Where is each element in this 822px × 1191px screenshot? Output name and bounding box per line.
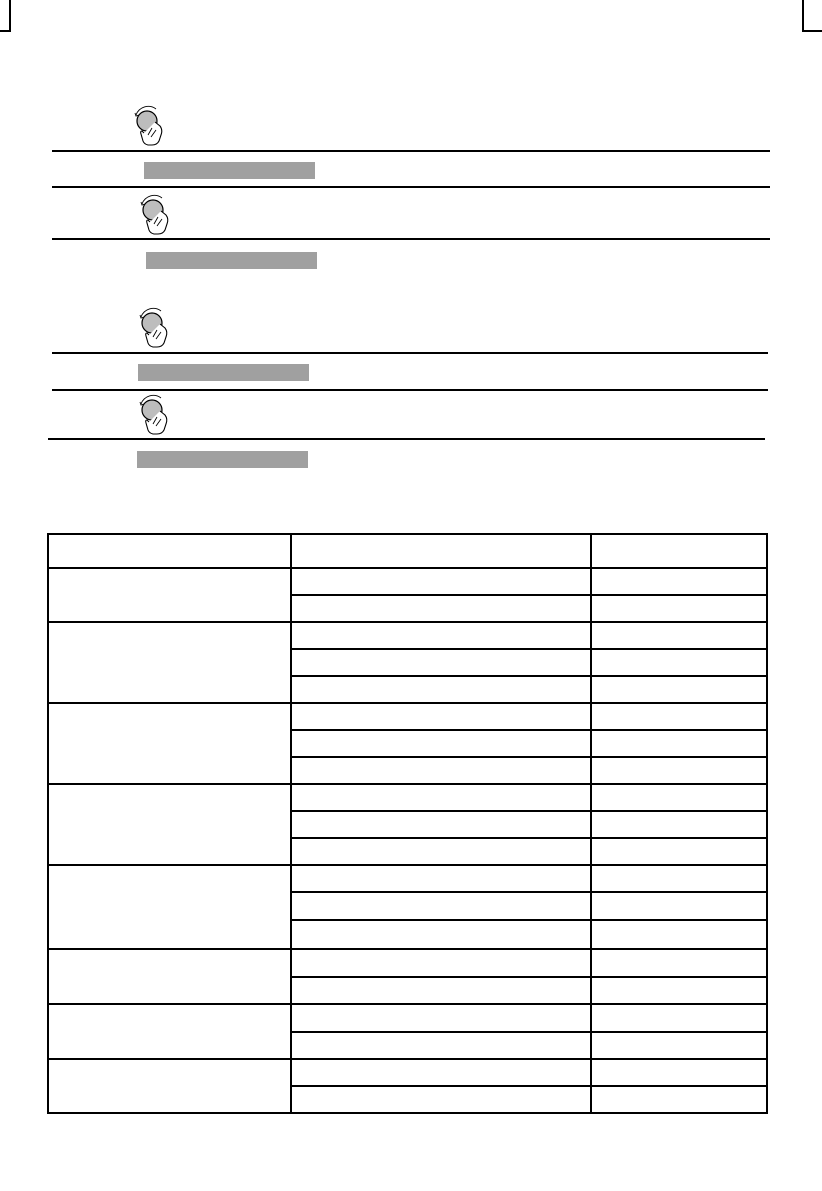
table-row — [48, 949, 767, 977]
redacted-label-bar — [138, 364, 309, 381]
table-cell — [591, 622, 767, 649]
table-cell — [291, 649, 591, 676]
table-cell — [291, 1086, 591, 1113]
crop-mark-top-right — [802, 0, 822, 32]
table-cell — [591, 1059, 767, 1086]
table-cell — [291, 1032, 591, 1059]
table-cell — [591, 703, 767, 730]
group-cell — [48, 703, 291, 784]
table-cell — [291, 865, 591, 892]
divider-rule — [52, 238, 770, 240]
divider-rule — [48, 438, 765, 440]
group-cell — [48, 1059, 291, 1113]
table-cell — [291, 1004, 591, 1032]
spec-table — [47, 533, 768, 1114]
table-cell — [591, 949, 767, 977]
group-cell — [48, 1004, 291, 1059]
table-cell — [591, 865, 767, 892]
group-cell — [48, 865, 291, 948]
header-cell — [591, 534, 767, 568]
table-cell — [591, 892, 767, 920]
table-cell — [591, 838, 767, 865]
group-cell — [48, 622, 291, 703]
redacted-label-bar — [146, 252, 317, 269]
header-cell — [48, 534, 291, 568]
table-cell — [591, 977, 767, 1004]
table-cell — [591, 676, 767, 703]
divider-rule — [52, 389, 768, 391]
divider-rule — [52, 150, 770, 152]
crop-mark-top-left — [0, 0, 11, 32]
rotary-knob-hand-icon — [135, 306, 175, 350]
table-cell — [591, 757, 767, 784]
table-cell — [291, 977, 591, 1004]
table-cell — [291, 568, 591, 595]
table-cell — [291, 784, 591, 811]
table-cell — [291, 703, 591, 730]
table-cell — [591, 920, 767, 948]
table-cell — [291, 920, 591, 948]
table-cell — [291, 757, 591, 784]
table-cell — [591, 784, 767, 811]
table-cell — [591, 649, 767, 676]
table-cell — [591, 1032, 767, 1059]
table-cell — [591, 568, 767, 595]
table-cell — [591, 811, 767, 838]
table-cell — [291, 949, 591, 977]
rotary-knob-hand-icon — [136, 193, 176, 237]
table-cell — [291, 1059, 591, 1086]
redacted-label-bar — [144, 162, 315, 179]
redacted-label-bar — [137, 451, 308, 468]
table-cell — [291, 892, 591, 920]
table-cell — [291, 730, 591, 757]
table-row — [48, 1059, 767, 1086]
header-cell — [291, 534, 591, 568]
table-cell — [291, 622, 591, 649]
table-cell — [591, 1004, 767, 1032]
rotary-knob-hand-icon — [135, 393, 175, 437]
divider-rule — [52, 186, 770, 188]
group-cell — [48, 784, 291, 865]
table-row — [48, 784, 767, 811]
group-cell — [48, 949, 291, 1004]
table-row — [48, 1004, 767, 1032]
table-cell — [291, 595, 591, 622]
table-row — [48, 703, 767, 730]
group-cell — [48, 568, 291, 622]
table-row — [48, 865, 767, 892]
table-header-row — [48, 534, 767, 568]
table-cell — [591, 730, 767, 757]
table-cell — [591, 1086, 767, 1113]
table-cell — [291, 838, 591, 865]
table-cell — [291, 676, 591, 703]
table-cell — [291, 811, 591, 838]
table-row — [48, 622, 767, 649]
table-row — [48, 568, 767, 595]
table-cell — [591, 595, 767, 622]
rotary-knob-hand-icon — [130, 104, 170, 148]
divider-rule — [52, 352, 768, 354]
